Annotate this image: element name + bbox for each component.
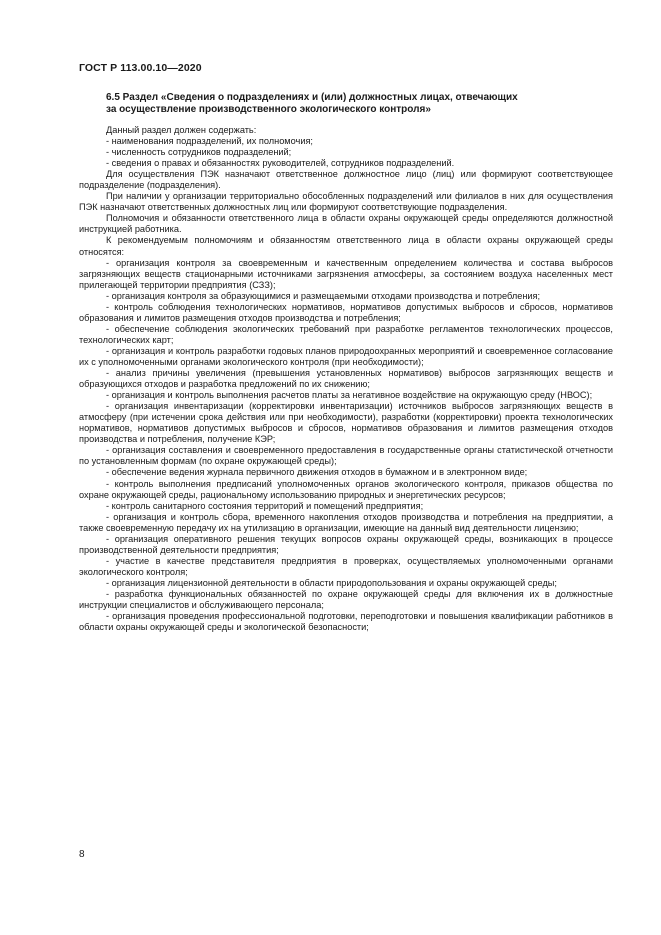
list-item: - сведения о правах и обязанностях руководителей, сотрудников подразделений. — [106, 158, 455, 169]
list-item: - организация инвентаризации (корректировки инвентаризации) источников выбросов загрязняющих веществ в атмосферу (при истечении срока действия или при необходимости), разработки (корректировки) проекта технологических нормативов, нормативов допустимых выбросов и сбросов, нормативов образования и лимитов размещения отходов производства и потребления, получение КЭР; — [79, 401, 613, 445]
list-item: - организация и контроль разработки годовых планов природоохранных мероприятий и своевременное согласование их с уполномоченными органами экологического контроля (при необходимости); — [79, 345, 613, 367]
document-code: ГОСТ Р 113.00.10—2020 — [79, 62, 202, 74]
list-item: - организация оперативного решения текущих вопросов охраны окружающей среды, возникающих в процессе производственной деятельности предприятия; — [79, 533, 613, 555]
list-item: - организация и контроль сбора, временного накопления отходов производства и потребления на предприятии, а также своевременную передачу их на утилизацию в организации, имеющие на данный вид деятельности лицензию; — [79, 511, 613, 533]
paragraph: Для осуществления ПЭК назначают ответственное должностное лицо (лиц) или формируют соответствующее подразделение (подразделения). — [79, 169, 613, 191]
section-title-line: 6.5 Раздел «Сведения о подразделениях и (или) должностных лицах, отвечающих — [106, 92, 518, 103]
list-item: - разработка функциональных обязанностей по охране окружающей среды для включения их в должностные инструкции специалистов и обслуживающего персонала; — [79, 588, 613, 611]
list-item: - организация составления и своевременного предоставления в государственные органы статистической отчетности по установленным формам (по охране окружающей среды); — [79, 445, 613, 467]
list-item: - контроль соблюдения технологических нормативов, нормативов допустимых выбросов и сбросов, нормативов образования и лимитов размещения отходов производства и потребления; — [79, 301, 613, 323]
list-item: - организация и контроль выполнения расчетов платы за негативное воздействие на окружающую среду (НВОС); — [106, 390, 593, 401]
list-item: - участие в качестве представителя предприятия в проверках, осуществляемых уполномоченными органами экологического контроля; — [79, 555, 613, 577]
list-item: - численность сотрудников подразделений; — [106, 147, 292, 158]
page-number: 8 — [79, 849, 85, 860]
body-text — [79, 125, 613, 633]
list-item: - организация проведения профессиональной подготовки, переподготовки и повышения квалификации работников в области охраны окружающей среды и экологической безопасности; — [79, 611, 613, 633]
section-title-line: за осуществление производственного экологического контроля» — [106, 103, 431, 115]
paragraph: Данный раздел должен содержать: — [106, 125, 257, 135]
list-item: - организация контроля за своевременным и качественным определением количества и состава выбросов загрязняющих веществ стационарными источниками загрязнения атмосферы, за состоянием воздуха населенных мест прилегающей территории предприятия (СЗЗ); — [79, 257, 613, 290]
list-item: - обеспечение ведения журнала первичного движения отходов в бумажном и в электронном виде; — [106, 467, 528, 478]
list-item: - анализ причины увеличения (превышения установленных нормативов) выбросов загрязняющих веществ и образующихся отходов и разработка предложений по их снижению; — [79, 368, 613, 390]
paragraph: При наличии у организации территориально обособленных подразделений или филиалов в них для осуществления ПЭК назначают ответственных должностных лиц или формируют соответствующие подразделения. — [79, 191, 613, 213]
paragraph: Полномочия и обязанности ответственного лица в области охраны окружающей среды определяются должностной инструкцией работника. — [79, 213, 613, 235]
list-item: - контроль выполнения предписаний уполномоченных органов экологического контроля, приказов общества по охране окружающей среды, рациональному использованию природных и энергетических ресурсов; — [79, 478, 613, 500]
paragraph: К рекомендуемым полномочиям и обязанностям ответственного лица в области охраны окружающей среды относятся: — [79, 235, 613, 257]
list-item: - контроль санитарного состояния территорий и помещений предприятия; — [106, 500, 424, 511]
list-item: - организация контроля за образующимися и размещаемыми отходами производства и потребления; — [106, 290, 541, 301]
list-item: - обеспечение соблюдения экологических требований при разработке регламентов технологических процессов, технологических карт; — [79, 323, 613, 345]
list-item: - организация лицензионной деятельности в области природопользования и охраны окружающей среды; — [106, 577, 557, 588]
list-item: - наименования подразделений, их полномочия; — [106, 136, 313, 147]
section-title — [106, 92, 586, 115]
